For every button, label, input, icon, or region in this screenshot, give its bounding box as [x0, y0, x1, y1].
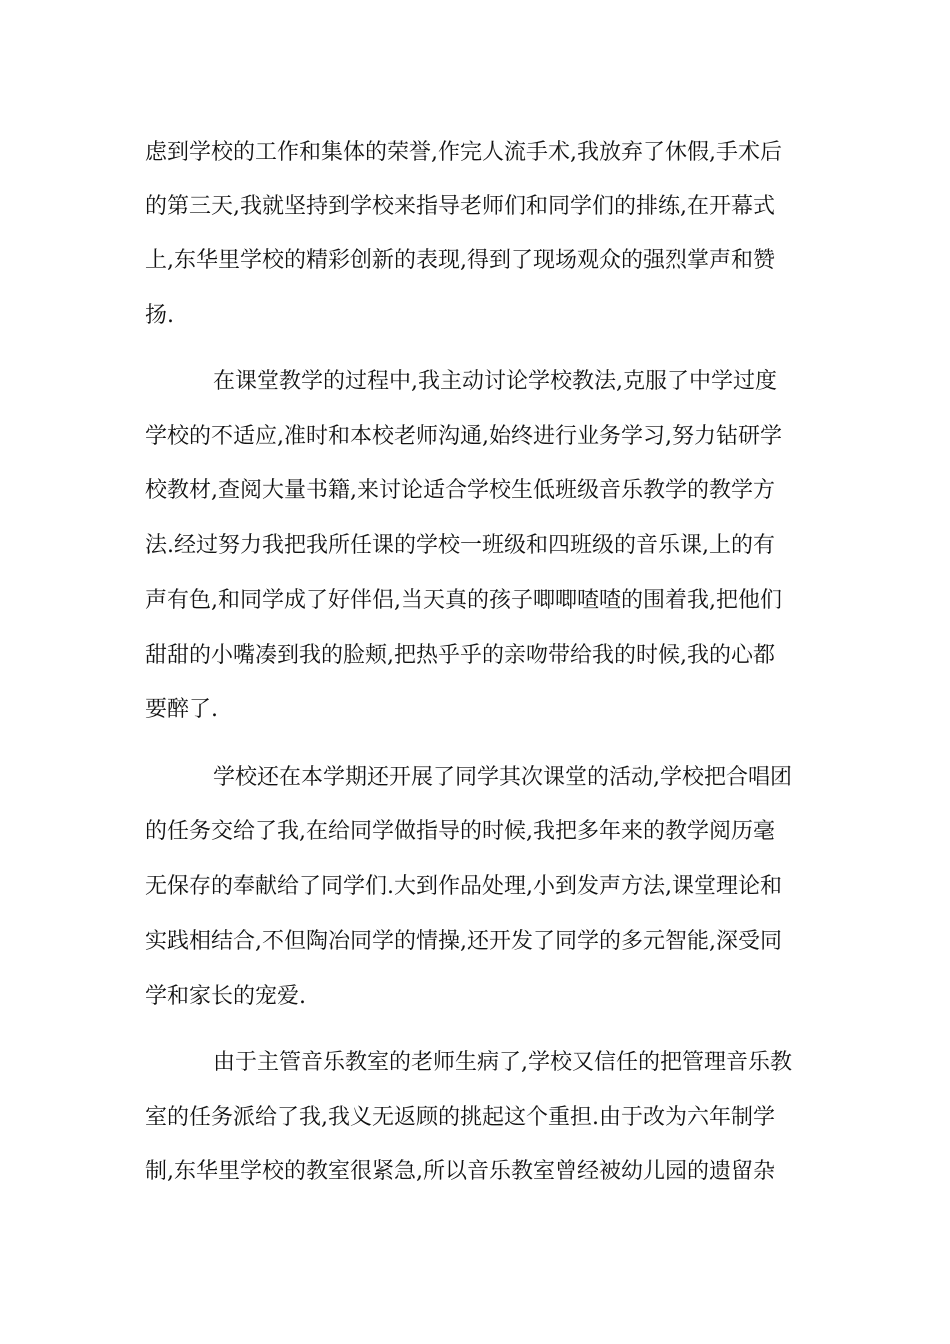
text-line: 无保存的奉献给了同学们.大到作品处理,小到发声方法,课堂理论和 [145, 874, 782, 899]
text-line: 的任务交给了我,在给同学做指导的时候,我把多年来的教学阅历毫 [145, 819, 775, 844]
text-line: 甜甜的小嘴凑到我的脸颊,把热乎乎的亲吻带给我的时候,我的心都 [145, 643, 775, 668]
text-line: 室的任务派给了我,我义无返顾的挑起这个重担.由于改为六年制学 [145, 1105, 775, 1130]
text-line: 扬. [145, 303, 174, 328]
paragraph-first-line: 由于主管音乐教室的老师生病了,学校又信任的把管理音乐教 [213, 1050, 792, 1075]
text-line: 法.经过努力我把我所任课的学校一班级和四班级的音乐课,上的有 [145, 533, 775, 558]
text-line: 制,东华里学校的教室很紧急,所以音乐教室曾经被幼儿园的遗留杂 [145, 1159, 775, 1184]
text-line: 要醉了. [145, 697, 218, 722]
text-line: 校教材,查阅大量书籍,来讨论适合学校生低班级音乐教学的教学方 [145, 478, 775, 503]
text-line: 的第三天,我就坚持到学校来指导老师们和同学们的排练,在开幕式 [145, 194, 775, 219]
text-line: 学和家长的宠爱. [145, 984, 306, 1009]
paragraph-first-line: 学校还在本学期还开展了同学其次课堂的活动,学校把合唱团 [213, 765, 792, 790]
text-line: 实践相结合,不但陶冶同学的情操,还开发了同学的多元智能,深受同 [145, 929, 782, 954]
text-line: 上,东华里学校的精彩创新的表现,得到了现场观众的强烈掌声和赞 [145, 248, 775, 273]
text-line: 声有色,和同学成了好伴侣,当天真的孩子唧唧喳喳的围着我,把他们 [145, 588, 782, 613]
text-line: 学校的不适应,准时和本校老师沟通,始终进行业务学习,努力钻研学 [145, 424, 782, 449]
paragraph-first-line: 在课堂教学的过程中,我主动讨论学校教法,克服了中学过度 [213, 369, 777, 394]
text-line: 虑到学校的工作和集体的荣誉,作完人流手术,我放弃了休假,手术后 [145, 140, 782, 165]
